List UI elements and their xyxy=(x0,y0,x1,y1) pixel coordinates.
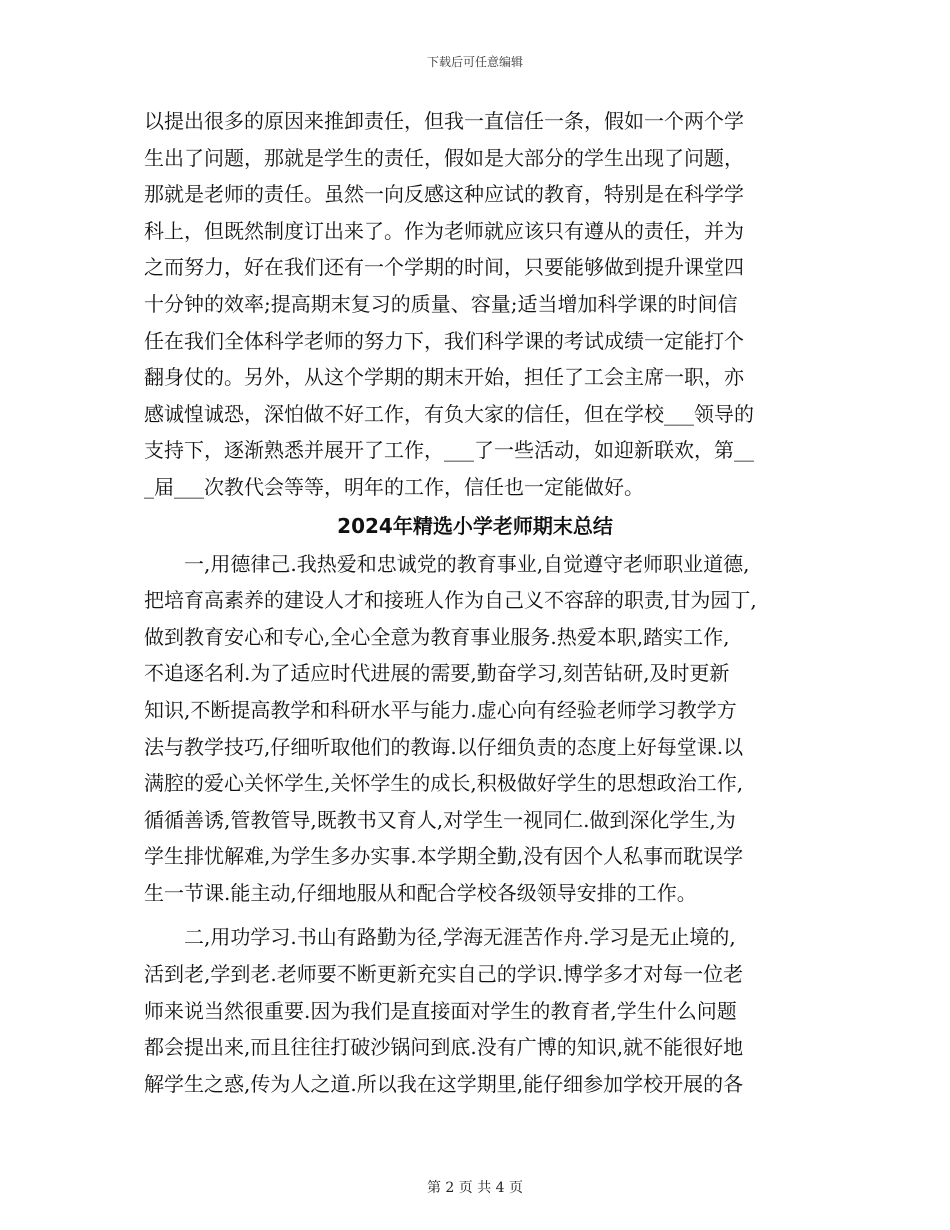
text-line: 以提出很多的原因来推卸责任，但我一直信任一条，假如一个两个学 xyxy=(144,109,744,133)
paragraph-one xyxy=(144,546,806,912)
text-line: 之而努力，好在我们还有一个学期的时间，只要能够做到提升课堂四 xyxy=(144,255,744,280)
text-line: 师来说当然很重要.因为我们是直接面对学生的教育者,学生什么问题 xyxy=(144,998,737,1023)
text-line: 活到老,学到老.老师要不断更新充实自己的学识.博学多才对每一位老 xyxy=(144,962,744,987)
continuation-paragraph xyxy=(144,103,806,506)
text-line: 不追逐名利.为了适应时代进展的需要,勤奋学习,刻苦钻研,及时更新 xyxy=(144,661,730,686)
text-line: 二,用功学习.书山有路勤为径,学海无涯苦作舟.学习是无止境的, xyxy=(144,925,736,950)
text-line: 循循善诱,管教管导,既教书又育人,对学生一视同仁.做到深化学生,为 xyxy=(144,807,736,832)
text-line: 都会提出来,而且往往打破沙锅问到底.没有广博的知识,就不能很好地 xyxy=(144,1035,744,1060)
text-line: 那就是老师的责任。虽然一向反感这种应试的教育，特别是在科学学 xyxy=(144,182,744,207)
body-text xyxy=(144,103,806,1102)
page-number: 第 2 页 共 4 页 xyxy=(426,1180,524,1196)
text-line: 知识,不断提高教学和科研水平与能力.虚心向有经验老师学习教学方 xyxy=(144,697,737,722)
text-line: 生一节课.能主动,仔细地服从和配合学校各级领导安排的工作。 xyxy=(144,880,697,905)
text-line: 把培育高素养的建设人才和接班人作为自己义不容辞的职责,甘为园丁, xyxy=(144,588,757,613)
text-line: 科上，但既然制度订出来了。作为老师就应该只有遵从的责任，并为 xyxy=(144,218,744,243)
text-line: 十分钟的效率;提高期末复习的质量、容量;适当增加科学课的时间信 xyxy=(144,291,738,316)
text-line: 法与教学技巧,仔细听取他们的教诲.以仔细负责的态度上好每堂课.以 xyxy=(144,734,744,759)
text-line: 解学生之惑,传为人之道.所以我在这学期里,能仔细参加学校开展的各 xyxy=(144,1071,744,1096)
text-line: 满腔的爱心关怀学生,关怀学生的成长,积极做好学生的思想政治工作, xyxy=(144,771,744,796)
section-title: 2024年精选小学老师期末总结 xyxy=(337,513,613,538)
text-line: 生出了问题，那就是学生的责任，假如是大部分的学生出现了问题， xyxy=(144,145,744,170)
header-note: 下载后可任意编辑 xyxy=(426,55,523,69)
text-line: 支持下，逐渐熟悉并展开了工作，___了一些活动，如迎新联欢，第__ xyxy=(144,438,754,463)
text-line: 一,用德律己.我热爱和忠诚党的教育事业,自觉遵守老师职业道德, xyxy=(144,551,750,576)
text-line: 翻身仗的。另外，从这个学期的期末开始，担任了工会主席一职，亦 xyxy=(144,365,744,390)
text-line: 任在我们全体科学老师的努力下，我们科学课的考试成绩一定能打个 xyxy=(144,328,744,353)
paragraph-gap xyxy=(144,911,806,919)
paragraph-two xyxy=(144,919,806,1102)
text-line: 做到教育安心和专心,全心全意为教育事业服务.热爱本职,踏实工作, xyxy=(144,624,730,649)
text-line: 感诚惶诚恐，深怕做不好工作，有负大家的信任，但在学校___领导的 xyxy=(144,401,754,426)
text-line: 学生排忧解难,为学生多办实事.本学期全勤,没有因个人私事而耽误学 xyxy=(144,844,744,869)
text-line: _届___次教代会等等，明年的工作，信任也一定能做好。 xyxy=(144,474,644,499)
